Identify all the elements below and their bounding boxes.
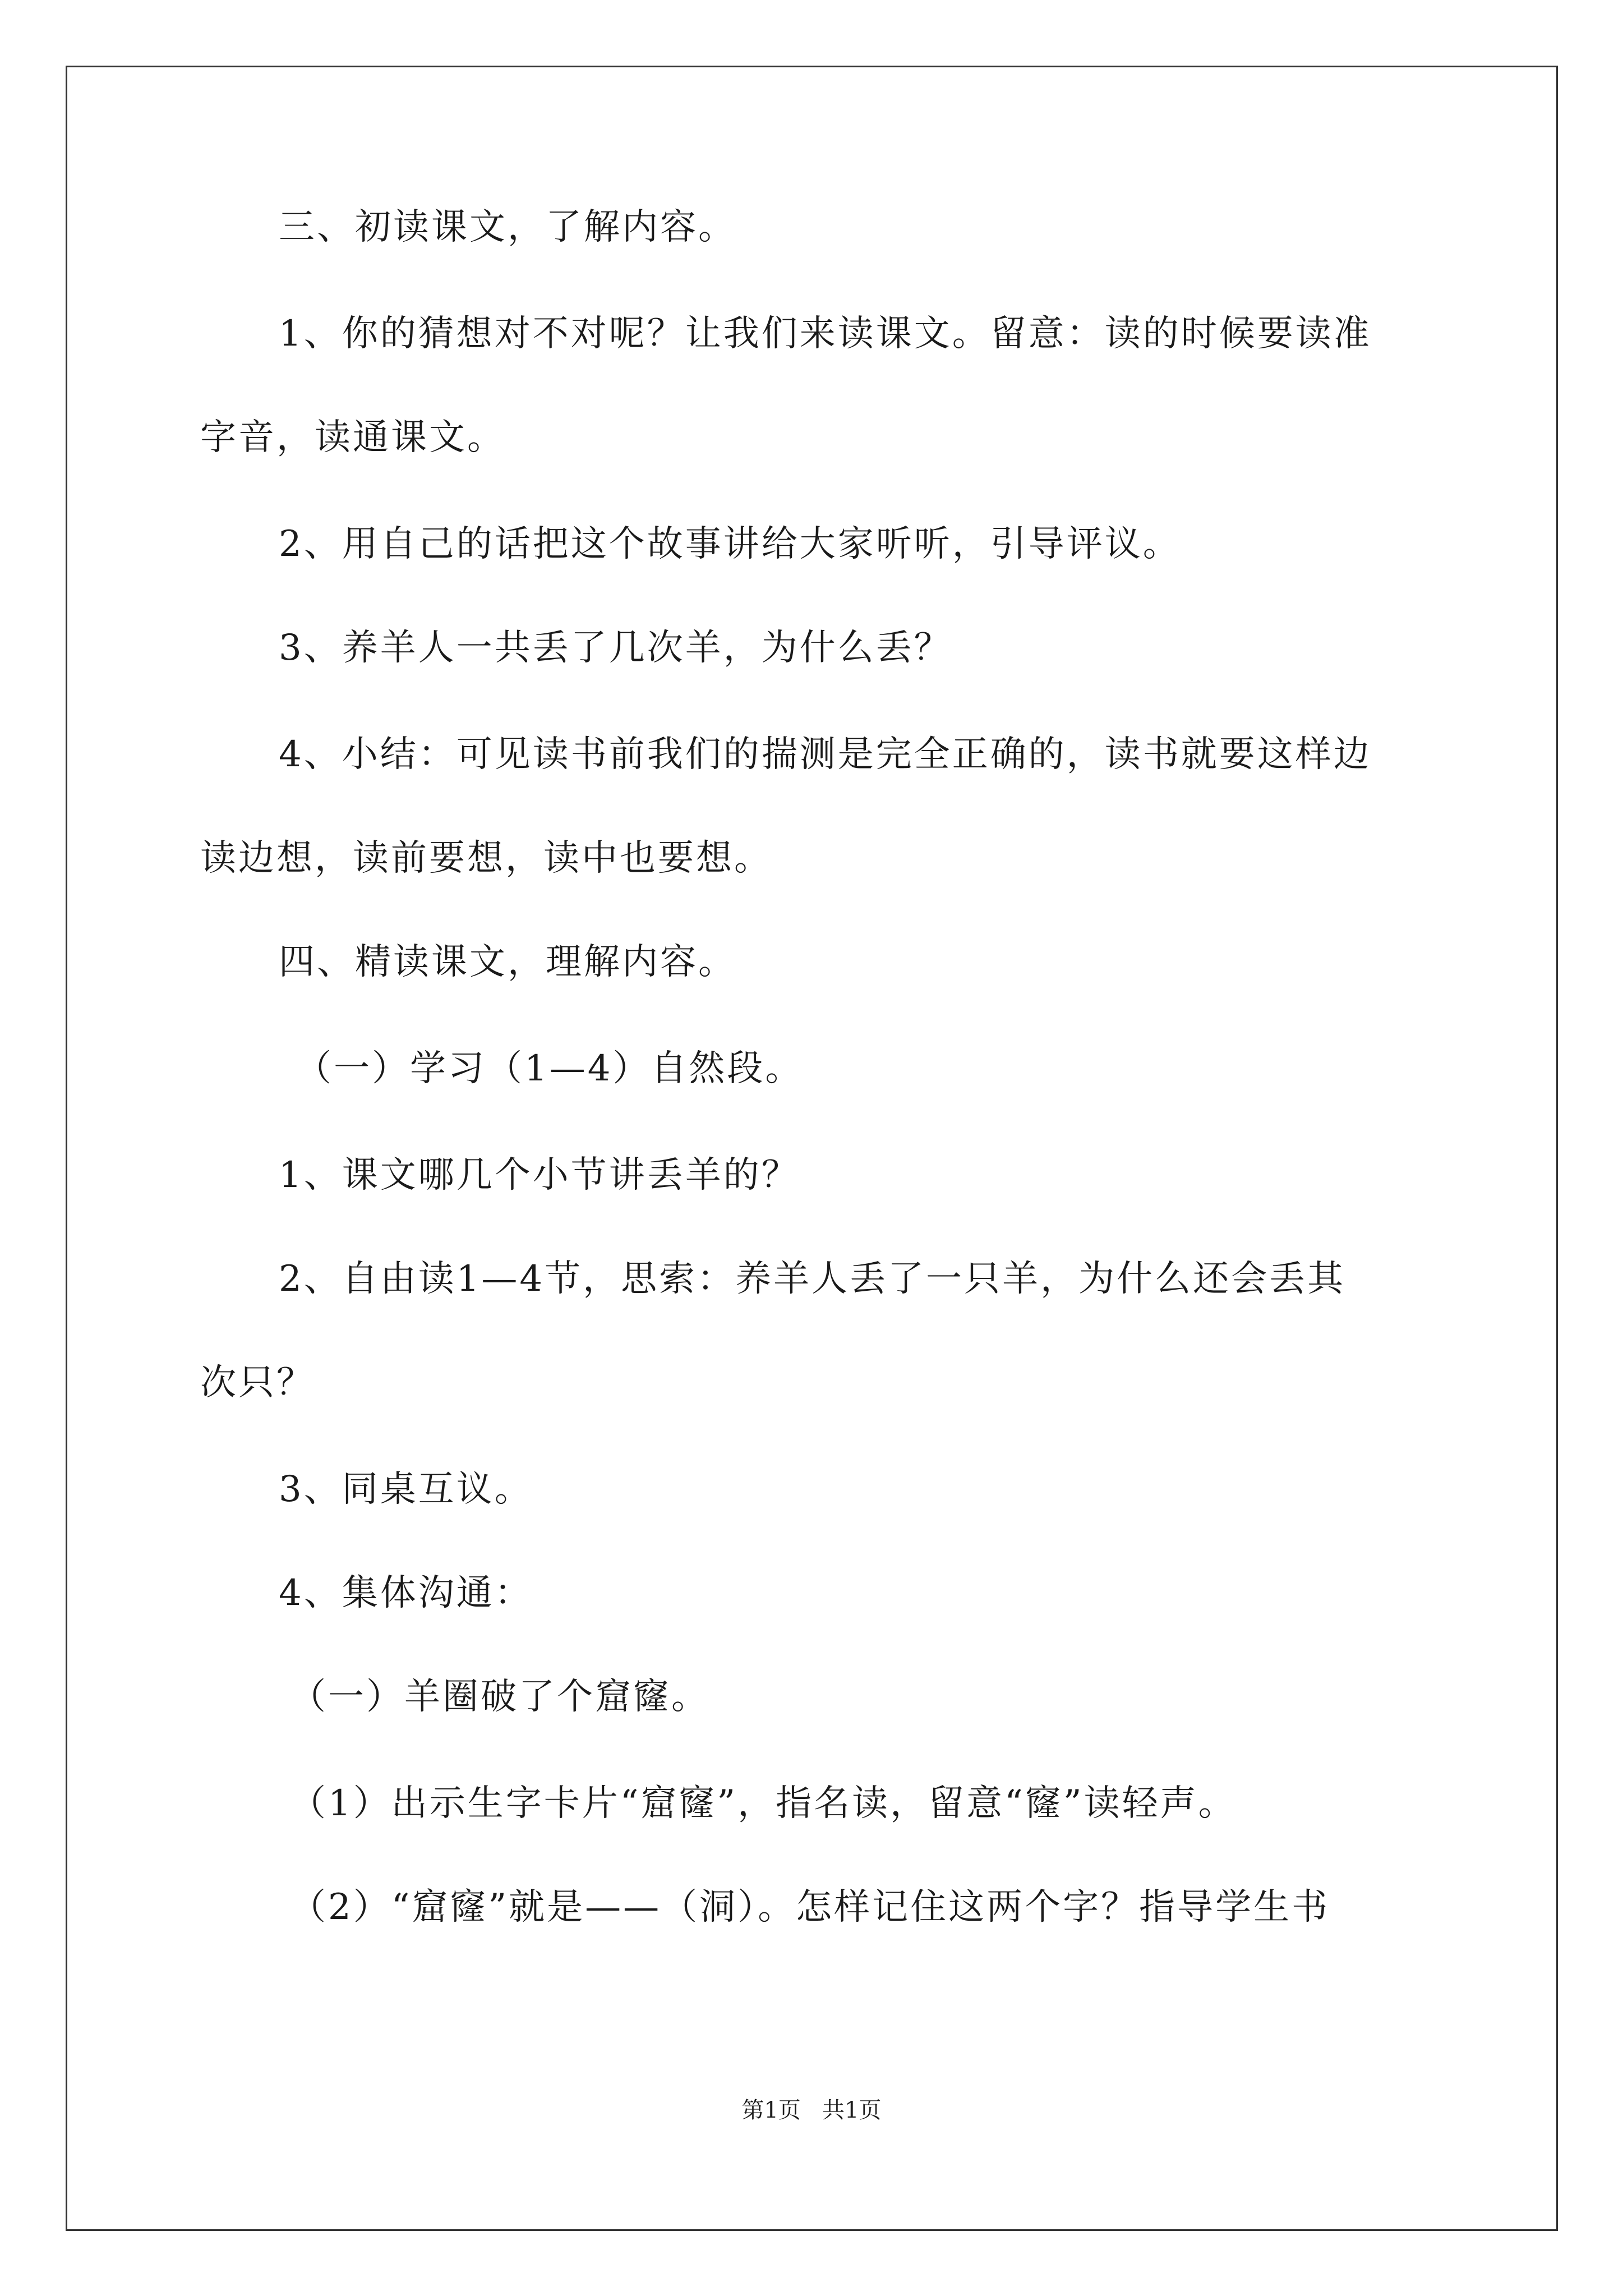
paragraph-line: 1、课文哪几个小节讲丢羊的？ (279, 1154, 800, 1196)
page-footer: 第1页 共1页 (741, 2097, 882, 2123)
paragraph-line: 三、初读课文，了解内容。 (279, 206, 736, 248)
paragraph-line: 3、养羊人一共丢了几次羊，为什么丢？ (279, 627, 952, 669)
paragraph-line: 2、用自己的话把这个故事讲给大家听听，引导评议。 (279, 523, 1181, 565)
paragraph-line: 读边想，读前要想，读中也要想。 (200, 838, 772, 879)
paragraph-line: 2、自由读1—4节，思索：养羊人丢了一只羊，为什么还会丢其 (279, 1258, 1346, 1300)
paragraph-line: 4、小结：可见读书前我们的揣测是完全正确的，读书就要这样边 (279, 734, 1372, 775)
paragraph-line: （2）“窟窿”就是——（洞）。怎样记住这两个字？指导学生书 (290, 1887, 1330, 1928)
paragraph-line: 次只？ (200, 1362, 315, 1404)
paragraph-line: 1、你的猜想对不对呢？让我们来读课文。留意：读的时候要读准 (279, 313, 1372, 355)
paragraph-line: （一）羊圈破了个窟窿。 (290, 1676, 709, 1718)
paragraph-line: 字音，读通课文。 (200, 417, 505, 458)
paragraph-line: 四、精读课文，理解内容。 (279, 941, 736, 983)
paragraph-line: 3、同桌互议。 (279, 1469, 533, 1510)
paragraph-line: 4、集体沟通： (279, 1572, 533, 1614)
paragraph-line: （1）出示生字卡片“窟窿”，指名读，留意“窿”读轻声。 (290, 1783, 1237, 1824)
paragraph-line: （一）学习（1—4）自然段。 (296, 1048, 804, 1089)
